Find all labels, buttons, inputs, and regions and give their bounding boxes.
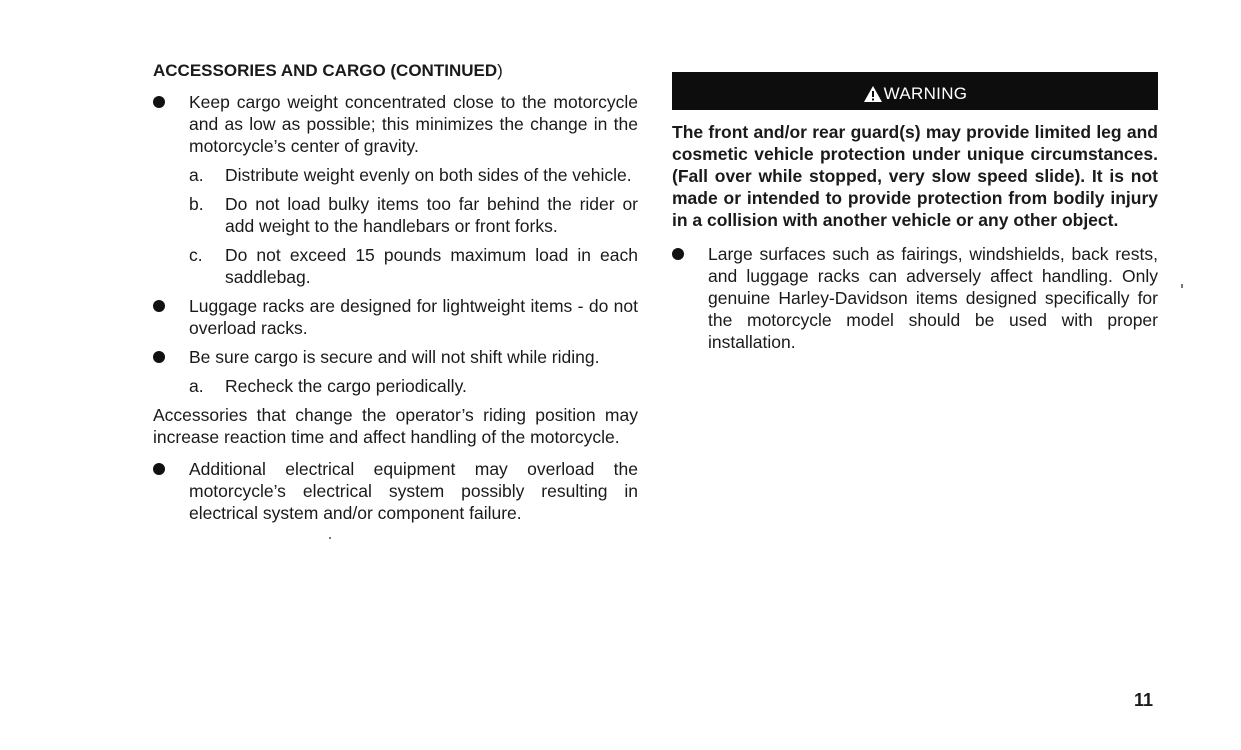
bullet-item-large-surfaces [672,243,1158,353]
bullet-icon [153,96,165,108]
bullet-text: Large surfaces such as fairings, windshields, back rests, and luggage racks can adversely affect handling. Only genuine Harley-Davidson items designed specifically for the motorcycle model should be used with proper installation. [708,244,1158,352]
sub-item-letter: b. [189,194,204,214]
warning-label: WARNING [883,84,968,103]
sub-item-text: Do not load bulky items too far behind the rider or add weight to the handlebars or front forks. [225,194,638,236]
scan-speck [329,537,331,539]
sub-item-b [153,193,638,237]
bullet-icon [153,300,165,312]
paragraph-riding-position: Accessories that change the operator’s riding position may increase reaction time and affect handling of the motorcycle. [153,405,638,447]
warning-banner [672,72,1158,110]
page-number: 11 [1134,690,1154,710]
section-heading-paren: ) [497,61,503,80]
bullet-item-secure-cargo [153,346,638,368]
bullet-text: Additional electrical equipment may overload the motorcycle’s electrical system possibly resulting in electrical system and/or component failure. [189,459,638,523]
sub-item-letter: c. [189,245,203,265]
bullet-item-electrical [153,458,638,524]
section-heading-text: ACCESSORIES AND CARGO (CONTINUED [153,61,498,80]
bullet-icon [153,351,165,363]
sub-item-text: Do not exceed 15 pounds maximum load in each saddlebag. [225,245,638,287]
warning-text: The front and/or rear guard(s) may provide limited leg and cosmetic vehicle protection under unique circumstances. (Fall over while stopped, very slow speed slide). It is not made or intended to provide protection from bodily injury in a collision with another vehicle or any other object. [672,122,1158,230]
bullet-icon [672,248,684,260]
right-column [672,72,1158,360]
warning-triangle-icon [863,85,883,103]
sub-item-letter: a. [189,165,204,185]
sub-item-text: Distribute weight evenly on both sides of the vehicle. [225,165,632,185]
bullet-item-luggage-racks [153,295,638,339]
bullet-icon [153,463,165,475]
sub-item-a [153,164,638,186]
sub-item-text: Recheck the cargo periodically. [225,376,467,396]
bullet-text: Be sure cargo is secure and will not shift while riding. [189,347,600,367]
bullet-text: Keep cargo weight concentrated close to the motorcycle and as low as possible; this minimizes the change in the motorcycle’s center of gravity. [189,92,638,156]
section-heading [153,60,638,82]
bullet-text: Luggage racks are designed for lightweight items - do not overload racks. [189,296,638,338]
left-column [153,60,638,531]
scan-speck [1181,284,1183,288]
bullet-item-cargo-weight [153,91,638,157]
sub-item-letter: a. [189,376,204,396]
sub-item-a [153,375,638,397]
sub-item-c [153,244,638,288]
